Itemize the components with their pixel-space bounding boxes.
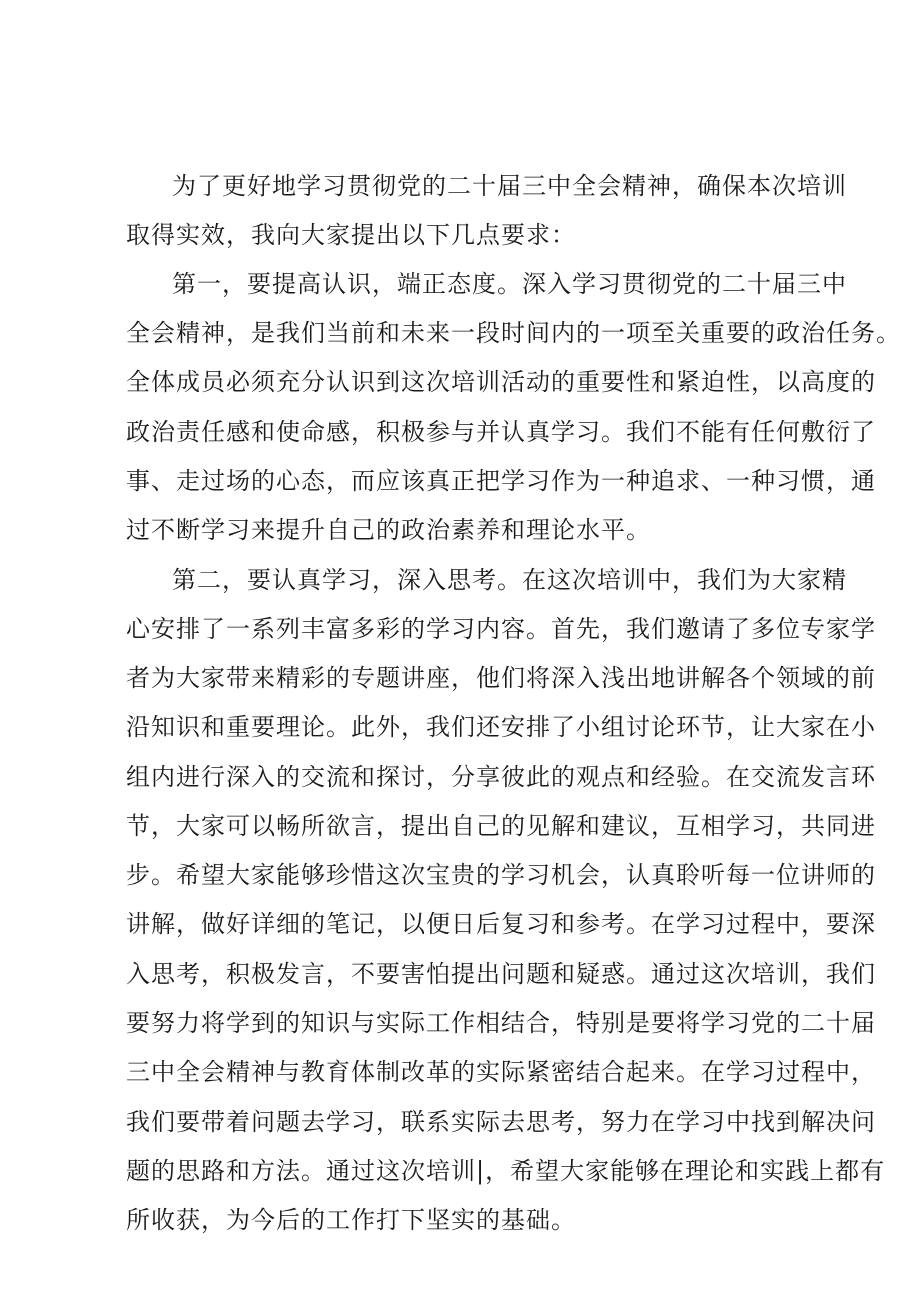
paragraph-3-line-13: 题的思路和方法。通过这次培训|，希望大家能够在理论和实践上都有 [126,1157,886,1185]
paragraph-3-line-3: 者为大家带来精彩的专题讲座，他们将深入浅出地讲解各个领域的前 [126,664,876,692]
paragraph-2-line-6: 过不断学习来提升自己的政治素养和理论水平。 [126,516,651,544]
paragraph-3-line-2: 心安排了一系列丰富多彩的学习内容。首先，我们邀请了多位专家学 [126,615,876,643]
paragraph-3-line-10: 要努力将学到的知识与实际工作相结合，特别是要将学习党的二十届 [126,1009,876,1037]
paragraph-1-line-1: 为了更好地学习贯彻党的二十届三中全会精神，确保本次培训 [172,172,847,200]
paragraph-1-line-2: 取得实效，我向大家提出以下几点要求： [126,221,576,249]
paragraph-3-line-1: 第二，要认真学习，深入思考。在这次培训中，我们为大家精 [172,566,847,594]
paragraph-3-line-7: 步。希望大家能够珍惜这次宝贵的学习机会，认真聆听每一位讲师的 [126,861,876,889]
paragraph-3-line-11: 三中全会精神与教育体制改革的实际紧密结合起来。在学习过程中， [126,1058,876,1086]
paragraph-3-line-5: 组内进行深入的交流和探讨，分享彼此的观点和经验。在交流发言环 [126,763,876,791]
paragraph-3-line-14: 所收获，为今后的工作打下坚实的基础。 [126,1206,576,1234]
paragraph-3-line-9: 入思考，积极发言，不要害怕提出问题和疑惑。通过这次培训，我们 [126,960,876,988]
paragraph-2-line-1: 第一，要提高认识，端正态度。深入学习贯彻党的二十届三中 [172,270,847,298]
paragraph-2-line-4: 政治责任感和使命感，积极参与并认真学习。我们不能有任何敷衍了 [126,418,876,446]
paragraph-2-line-2: 全会精神，是我们当前和未来一段时间内的一项至关重要的政治任务。 [126,319,901,347]
paragraph-2-line-3: 全体成员必须充分认识到这次培训活动的重要性和紧迫性，以高度的 [126,368,876,396]
paragraph-2-line-5: 事、走过场的心态，而应该真正把学习作为一种追求、一种习惯，通 [126,467,876,495]
paragraph-3-line-8: 讲解，做好详细的笔记，以便日后复习和参考。在学习过程中，要深 [126,910,876,938]
paragraph-3-line-12: 我们要带着问题去学习，联系实际去思考，努力在学习中找到解决问 [126,1108,876,1136]
paragraph-3-line-6: 节，大家可以畅所欲言，提出自己的见解和建议，互相学习，共同进 [126,812,876,840]
paragraph-3-line-4: 沿知识和重要理论。此外，我们还安排了小组讨论环节，让大家在小 [126,713,876,741]
